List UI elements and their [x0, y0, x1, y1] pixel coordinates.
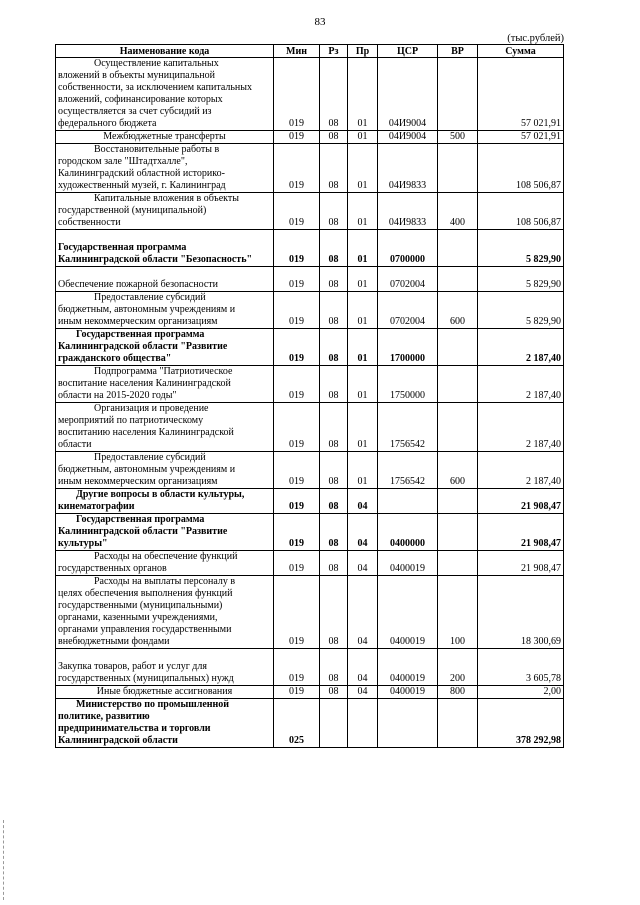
row-csr-cell: 1756542	[378, 452, 438, 489]
row-pr-cell: 04	[348, 489, 378, 514]
row-name-line: федерального бюджета	[58, 118, 157, 129]
row-csr-cell: 0700000	[378, 230, 438, 267]
row-name-line: Министерство по промышленной	[76, 699, 230, 710]
row-name-line: Калининградской области "Развитие	[58, 526, 228, 537]
row-pr-cell: 04	[348, 514, 378, 551]
row-name-line: Другие вопросы в области культуры,	[76, 489, 245, 500]
row-rz-cell: 08	[320, 489, 348, 514]
row-rz-cell	[320, 699, 348, 748]
row-name-line: Калининградской области	[58, 735, 178, 746]
row-rz-cell: 08	[320, 58, 348, 131]
row-sum-cell: 2,00	[478, 686, 564, 699]
row-name-line: предпринимательства и торговли	[58, 723, 211, 734]
row-sum-cell: 21 908,47	[478, 514, 564, 551]
row-sum-cell: 108 506,87	[478, 144, 564, 193]
row-name-line: Обеспечение пожарной безопасности	[58, 279, 219, 290]
row-min-cell: 019	[274, 489, 320, 514]
row-pr-cell: 01	[348, 329, 378, 366]
row-csr-cell	[378, 699, 438, 748]
row-name-line: Калининградской области "Развитие	[58, 341, 228, 352]
row-name-line	[58, 230, 271, 242]
row-min-cell: 019	[274, 329, 320, 366]
row-rz-cell: 08	[320, 193, 348, 230]
table-row	[56, 649, 564, 686]
row-rz-cell: 08	[320, 131, 348, 144]
row-name-line: Организация и проведение	[94, 403, 209, 414]
table-row	[56, 699, 564, 748]
row-name-cell	[56, 193, 274, 230]
row-min-cell: 025	[274, 699, 320, 748]
row-name-cell	[56, 514, 274, 551]
row-name-cell	[56, 403, 274, 452]
row-name-line: внебюджетными фондами	[58, 636, 170, 647]
row-rz-cell: 08	[320, 576, 348, 649]
header-sum: Сумма	[478, 45, 564, 58]
row-vr-cell	[438, 514, 478, 551]
row-csr-cell: 04И9833	[378, 193, 438, 230]
row-min-cell: 019	[274, 649, 320, 686]
row-pr-cell: 01	[348, 131, 378, 144]
row-name-line: Расходы на обеспечение функций	[94, 551, 238, 562]
row-pr-cell: 01	[348, 267, 378, 292]
row-name-cell	[56, 686, 274, 699]
row-csr-cell: 0400019	[378, 551, 438, 576]
row-min-cell: 019	[274, 514, 320, 551]
scan-margin-mark	[3, 820, 6, 900]
row-name-line: Иные бюджетные ассигнования	[96, 686, 233, 697]
row-pr-cell: 01	[348, 58, 378, 131]
table-row	[56, 551, 564, 576]
row-sum-cell: 378 292,98	[478, 699, 564, 748]
row-vr-cell: 200	[438, 649, 478, 686]
row-min-cell: 019	[274, 144, 320, 193]
table-row	[56, 292, 564, 329]
row-name-line: Закупка товаров, работ и услуг для	[58, 661, 207, 672]
row-csr-cell: 1700000	[378, 329, 438, 366]
row-name-line: Калининградский областной историко-	[58, 168, 225, 179]
header-name: Наименование кода	[56, 45, 274, 58]
row-name-cell	[56, 489, 274, 514]
row-rz-cell: 08	[320, 551, 348, 576]
row-vr-cell: 100	[438, 576, 478, 649]
row-name-line: Предоставление субсидий	[94, 452, 206, 463]
row-sum-cell: 2 187,40	[478, 329, 564, 366]
row-name-line	[58, 649, 271, 661]
row-vr-cell	[438, 230, 478, 267]
row-vr-cell	[438, 267, 478, 292]
row-min-cell: 019	[274, 292, 320, 329]
units-label: (тыс.рублей)	[507, 33, 564, 44]
row-name-line: области	[58, 439, 92, 450]
row-pr-cell: 01	[348, 452, 378, 489]
row-name-line: Предоставление субсидий	[94, 292, 206, 303]
row-min-cell: 019	[274, 452, 320, 489]
row-csr-cell: 0400000	[378, 514, 438, 551]
row-name-cell	[56, 366, 274, 403]
row-name-line: бюджетным, автономным учреждениям и	[58, 304, 236, 315]
row-csr-cell: 1756542	[378, 403, 438, 452]
row-name-line: Калининградской области "Безопасность"	[58, 254, 253, 265]
row-name-line: осуществляется за счет субсидий из	[58, 106, 212, 117]
row-vr-cell: 800	[438, 686, 478, 699]
row-sum-cell: 18 300,69	[478, 576, 564, 649]
row-name-line: Межбюджетные трансферты	[103, 131, 226, 142]
row-min-cell: 019	[274, 686, 320, 699]
row-vr-cell	[438, 403, 478, 452]
row-name-line: иным некоммерческим организациям	[58, 476, 218, 487]
row-vr-cell	[438, 329, 478, 366]
row-name-line: воспитанию населения Калининградской	[58, 427, 234, 438]
row-min-cell: 019	[274, 58, 320, 131]
row-rz-cell: 08	[320, 230, 348, 267]
row-sum-cell: 5 829,90	[478, 230, 564, 267]
row-sum-cell: 5 829,90	[478, 292, 564, 329]
row-pr-cell: 04	[348, 686, 378, 699]
row-name-line: вложений, софинансирование которых	[58, 94, 223, 105]
row-pr-cell: 01	[348, 366, 378, 403]
table-row	[56, 193, 564, 230]
table-row	[56, 230, 564, 267]
table-row	[56, 489, 564, 514]
row-name-line: Капитальные вложения в объекты	[94, 193, 239, 204]
header-min: Мин	[274, 45, 320, 58]
page-number: 83	[314, 16, 326, 28]
row-sum-cell: 3 605,78	[478, 649, 564, 686]
header-rz: Рз	[320, 45, 348, 58]
row-name-line: Подпрограмма "Патриотическое	[94, 366, 233, 377]
row-min-cell: 019	[274, 131, 320, 144]
row-name-cell	[56, 699, 274, 748]
row-rz-cell: 08	[320, 292, 348, 329]
row-name-line: Государственная программа	[76, 329, 205, 340]
row-sum-cell: 108 506,87	[478, 193, 564, 230]
row-name-cell	[56, 292, 274, 329]
row-rz-cell: 08	[320, 649, 348, 686]
row-name-cell	[56, 58, 274, 131]
table-row	[56, 576, 564, 649]
row-pr-cell: 04	[348, 551, 378, 576]
row-name-line: воспитание населения Калининградской	[58, 378, 231, 389]
row-csr-cell: 04И9833	[378, 144, 438, 193]
row-name-cell	[56, 230, 274, 267]
row-vr-cell	[438, 144, 478, 193]
row-csr-cell: 1750000	[378, 366, 438, 403]
row-name-line: Осуществление капитальных	[94, 58, 219, 69]
row-sum-cell: 5 829,90	[478, 267, 564, 292]
table-row	[56, 144, 564, 193]
row-name-cell	[56, 267, 274, 292]
row-csr-cell	[378, 489, 438, 514]
row-csr-cell: 04И9004	[378, 131, 438, 144]
row-name-line: художественный музей, г. Калининград	[58, 180, 226, 191]
table-header-row	[56, 45, 564, 58]
row-sum-cell: 21 908,47	[478, 551, 564, 576]
row-pr-cell: 01	[348, 230, 378, 267]
row-csr-cell: 0702004	[378, 292, 438, 329]
table-row	[56, 686, 564, 699]
row-sum-cell: 21 908,47	[478, 489, 564, 514]
row-name-cell	[56, 649, 274, 686]
row-name-line: мероприятий по патриотическому	[58, 415, 204, 426]
table-row	[56, 452, 564, 489]
row-vr-cell: 400	[438, 193, 478, 230]
row-pr-cell: 01	[348, 193, 378, 230]
row-pr-cell: 04	[348, 649, 378, 686]
row-name-cell	[56, 551, 274, 576]
row-pr-cell: 01	[348, 292, 378, 329]
table-row	[56, 58, 564, 131]
row-name-line: Государственная программа	[58, 242, 187, 253]
row-name-line: целях обеспечения выполнения функций	[58, 588, 233, 599]
row-name-cell	[56, 452, 274, 489]
row-name-line: Восстановительные работы в	[94, 144, 220, 155]
row-sum-cell: 57 021,91	[478, 58, 564, 131]
header-pr: Пр	[348, 45, 378, 58]
row-min-cell: 019	[274, 230, 320, 267]
row-name-cell	[56, 131, 274, 144]
row-min-cell: 019	[274, 267, 320, 292]
table-row	[56, 514, 564, 551]
row-name-line: области на 2015-2020 годы"	[58, 390, 177, 401]
row-rz-cell: 08	[320, 267, 348, 292]
row-rz-cell: 08	[320, 403, 348, 452]
row-rz-cell: 08	[320, 366, 348, 403]
row-min-cell: 019	[274, 551, 320, 576]
row-min-cell: 019	[274, 403, 320, 452]
row-name-line: государственными (муниципальными)	[58, 600, 223, 611]
row-name-cell	[56, 329, 274, 366]
table-row	[56, 329, 564, 366]
row-name-line: собственности, за исключением капитальных	[58, 82, 252, 93]
row-name-line: собственности	[58, 217, 121, 228]
row-csr-cell: 0400019	[378, 686, 438, 699]
row-name-line: органами управления государственными	[58, 624, 232, 635]
row-name-cell	[56, 144, 274, 193]
row-rz-cell: 08	[320, 329, 348, 366]
row-vr-cell	[438, 58, 478, 131]
row-sum-cell: 2 187,40	[478, 452, 564, 489]
row-name-line: органами, казенными учреждениями,	[58, 612, 218, 623]
row-min-cell: 019	[274, 193, 320, 230]
row-name-line: кинематографии	[58, 501, 135, 512]
row-sum-cell: 2 187,40	[478, 403, 564, 452]
row-name-line: Расходы на выплаты персоналу в	[94, 576, 236, 587]
row-csr-cell: 04И9004	[378, 58, 438, 131]
row-name-line: государственной (муниципальной)	[58, 205, 207, 216]
row-rz-cell: 08	[320, 452, 348, 489]
row-min-cell: 019	[274, 576, 320, 649]
row-pr-cell: 01	[348, 144, 378, 193]
row-min-cell: 019	[274, 366, 320, 403]
row-csr-cell: 0400019	[378, 649, 438, 686]
row-csr-cell: 0702004	[378, 267, 438, 292]
header-csr: ЦСР	[378, 45, 438, 58]
row-pr-cell: 04	[348, 576, 378, 649]
row-vr-cell	[438, 489, 478, 514]
table-row	[56, 366, 564, 403]
row-pr-cell: 01	[348, 403, 378, 452]
row-name-line	[58, 267, 271, 279]
table-row	[56, 267, 564, 292]
budget-table	[55, 44, 564, 748]
row-name-line: политике, развитию	[58, 711, 150, 722]
row-pr-cell	[348, 699, 378, 748]
row-vr-cell	[438, 366, 478, 403]
row-name-line: культуры"	[58, 538, 108, 549]
row-name-line: государственных (муниципальных) нужд	[58, 673, 234, 684]
header-vr: ВР	[438, 45, 478, 58]
row-rz-cell: 08	[320, 514, 348, 551]
row-name-cell	[56, 576, 274, 649]
row-vr-cell: 500	[438, 131, 478, 144]
row-name-line: бюджетным, автономным учреждениям и	[58, 464, 236, 475]
row-vr-cell: 600	[438, 452, 478, 489]
row-sum-cell: 2 187,40	[478, 366, 564, 403]
row-vr-cell	[438, 699, 478, 748]
table-row	[56, 131, 564, 144]
row-rz-cell: 08	[320, 144, 348, 193]
row-name-line: иным некоммерческим организациям	[58, 316, 218, 327]
row-rz-cell: 08	[320, 686, 348, 699]
row-name-line: Государственная программа	[76, 514, 205, 525]
row-csr-cell: 0400019	[378, 576, 438, 649]
row-name-line: гражданского общества"	[58, 353, 172, 364]
table-row	[56, 403, 564, 452]
row-vr-cell: 600	[438, 292, 478, 329]
row-name-line: государственных органов	[58, 563, 167, 574]
row-name-line: вложений в объекты муниципальной	[58, 70, 215, 81]
row-sum-cell: 57 021,91	[478, 131, 564, 144]
row-name-line: городском зале "Штадтхалле",	[58, 156, 188, 167]
row-vr-cell	[438, 551, 478, 576]
